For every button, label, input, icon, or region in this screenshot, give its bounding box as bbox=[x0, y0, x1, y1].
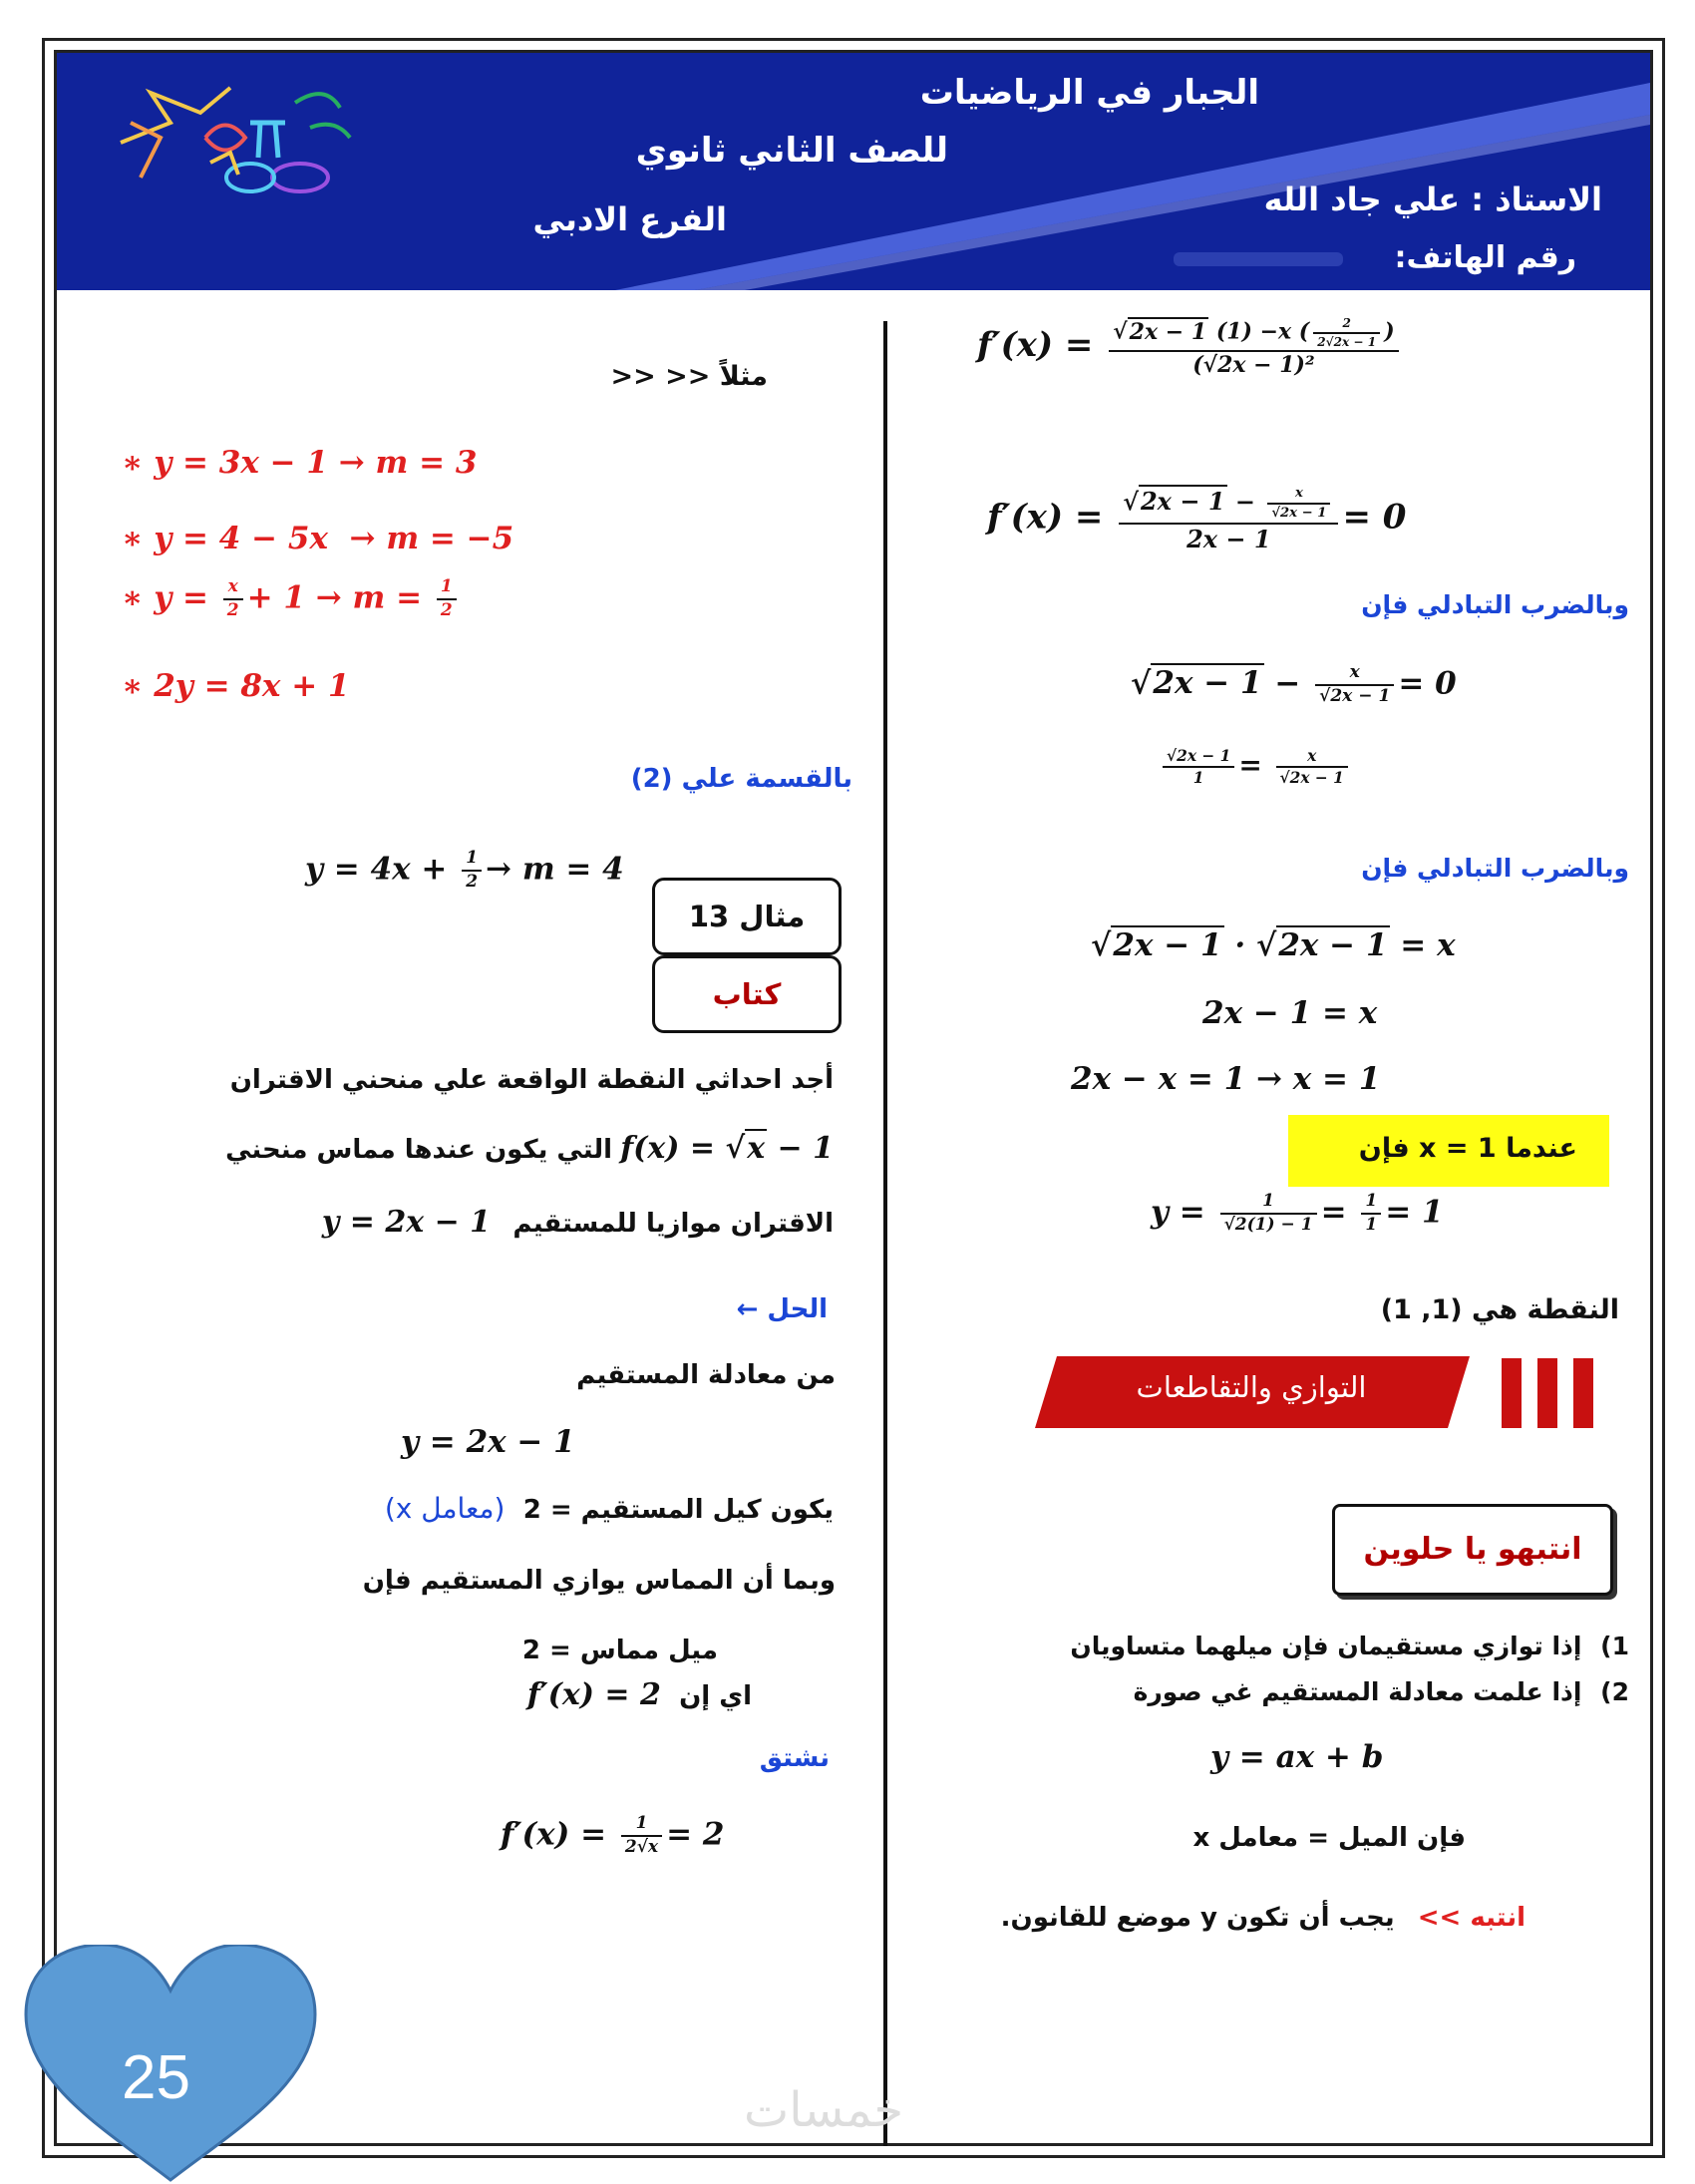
example-1: ∗ y = 3x − 1 → m = 3 bbox=[122, 445, 478, 481]
example-2: ∗ y = 4 − 5x → m = −5 bbox=[122, 521, 514, 556]
divide-note: بالقسمة علي (2) bbox=[630, 764, 852, 794]
step-7: 2x − x = 1 → x = 1 bbox=[1071, 1061, 1381, 1097]
header-branch: الفرع الادبي bbox=[532, 200, 727, 238]
tangent-slope: ميل مماس = 2 bbox=[521, 1636, 718, 1665]
solution-label: الحل ← bbox=[736, 1294, 828, 1324]
attention-note: انتبه >> يجب أن تكون y موضع للقانون. bbox=[1000, 1903, 1526, 1933]
cross-multiply-note-1: وبالضرب التبادلي فإن bbox=[1361, 590, 1629, 619]
page-number: 25 bbox=[122, 2043, 190, 2112]
example-4: ∗ 2y = 8x + 1 bbox=[122, 668, 350, 704]
example-intro: مثلاً << << bbox=[610, 361, 768, 392]
step-6: 2x − 1 = x bbox=[1202, 995, 1378, 1031]
problem-line-3: الاقتران موازيا للمستقيم y = 2x − 1 bbox=[321, 1205, 834, 1240]
step-4: $\frac{√2x - 1}{1}$ = $\frac{x}{√2x - 1}$ bbox=[1159, 748, 1352, 786]
math-symbols-logo-icon bbox=[111, 83, 370, 202]
header-teacher: الاستاذ : علي جاد الله bbox=[1263, 181, 1602, 218]
step-1-quotient-rule: f′(x) = √2x − 1 (1) −x ( $\frac{2}{2√2x - 1}$ ) (√2x − 1)² bbox=[977, 317, 1403, 377]
step-3: √2x − 1 − $\frac{x}{√2x - 1}$ = 0 bbox=[1131, 662, 1457, 706]
from-line-eq: من معادلة المستقيم bbox=[576, 1360, 836, 1390]
derivative-equation: اي إن f′(x) = 2 bbox=[526, 1677, 752, 1712]
book-box: كتاب bbox=[652, 955, 842, 1033]
example-3: ∗ y = $\frac{x}{2}$ + 1 → m = $\frac{1}{2}$ bbox=[122, 578, 461, 620]
when-text: عندما x = 1 فإن bbox=[1358, 1133, 1577, 1164]
rule-1: 1) إذا توازي مستقيمان فإن ميلهما متساويان bbox=[1070, 1632, 1629, 1660]
header-grade: للصف الثاني ثانوي bbox=[635, 131, 948, 171]
problem-line-2: f(x) = √x − 1 التي يكون عندها مماس منحني bbox=[225, 1131, 834, 1166]
parallel-text: وبما أن المماس يوازي المستقيم فإن bbox=[362, 1566, 836, 1596]
slope-text: يكون كيل المستقيم = 2 (معامل x) bbox=[384, 1492, 834, 1525]
step-2: f′(x) = √2x − 1 − $\frac{x}{√2x - 1}$ 2x − 1 = 0 bbox=[987, 486, 1407, 553]
slope-rule: فإن الميل = معامل x bbox=[1192, 1823, 1466, 1853]
step-5: √2x − 1 · √2x − 1 = x bbox=[1091, 927, 1456, 963]
point-result: النقطة هي (1, 1) bbox=[1380, 1294, 1619, 1325]
step-8: y = $\frac{1}{√2(1) - 1}$ = $\frac{1}{1}$ = 1 bbox=[1151, 1191, 1444, 1235]
line-equation: y = 2x − 1 bbox=[401, 1424, 575, 1460]
derive-label: نشتق bbox=[759, 1743, 830, 1773]
section-banner: التوازي والتقاطعات bbox=[1136, 1370, 1367, 1404]
general-line-form: y = ax + b bbox=[1210, 1739, 1384, 1775]
column-divider bbox=[883, 321, 887, 2146]
header-phone-label: رقم الهاتف: bbox=[1394, 240, 1576, 275]
attention-box: انتبهو يا حلوين bbox=[1332, 1504, 1613, 1596]
example-13-box: مثال 13 bbox=[652, 878, 842, 955]
header-title: الجبار في الرياضيات bbox=[919, 73, 1259, 113]
phone-number-redacted bbox=[1174, 252, 1343, 266]
header-banner bbox=[57, 53, 1650, 290]
watermark: خمسات bbox=[744, 2082, 904, 2138]
cross-multiply-note-2: وبالضرب التبادلي فإن bbox=[1361, 854, 1629, 883]
divided-result: y = 4x + $\frac{1}{2}$ → m = 4 bbox=[305, 848, 624, 892]
problem-line-1: أجد احداثي النقطة الواقعة علي منحني الاقتران bbox=[229, 1065, 834, 1095]
coefficient-note: (معامل x) bbox=[384, 1492, 506, 1525]
rule-2: 2) إذا علمت معادلة المستقيم غي صورة bbox=[1133, 1677, 1629, 1706]
derivative-result: f′(x) = $\frac{1}{2√x}$ = 2 bbox=[501, 1813, 725, 1857]
